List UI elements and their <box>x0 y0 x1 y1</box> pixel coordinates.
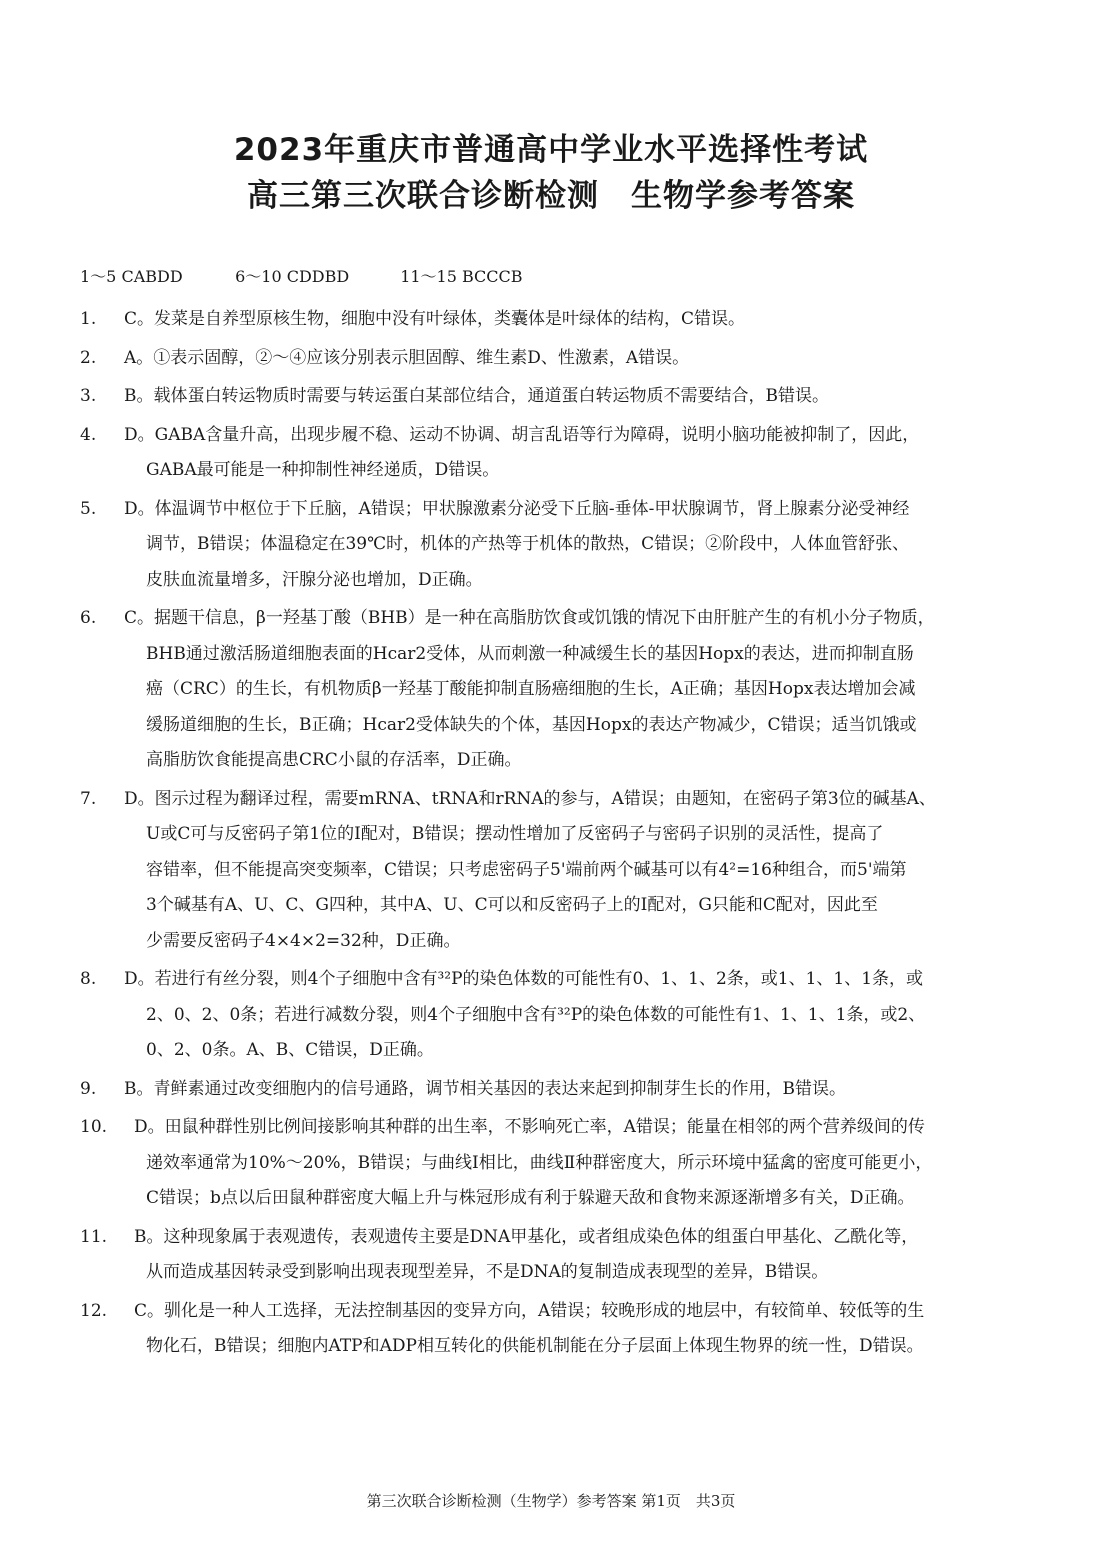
answer-line <box>80 853 1040 889</box>
answer-text: B。载体蛋白转运物质时需要与转运蛋白某部位结合，通道蛋白转运物质不需要结合，B错误。 <box>124 386 829 406</box>
answer-line <box>80 998 1040 1034</box>
answer-text: 癌（CRC）的生长，有机物质β一羟基丁酸能抑制直肠癌细胞的生长，A正确；基因Hopx表达增加会减 <box>146 679 916 699</box>
answer-line <box>80 1294 1040 1330</box>
answer-list <box>80 302 1040 1368</box>
answer-item <box>80 601 1040 779</box>
answer-text: 缓肠道细胞的生长，B正确；Hcar2受体缺失的个体，基因Hopx的表达产物减少，C错误；适当饥饿或 <box>146 714 917 735</box>
answer-text: D。GABA含量升高，出现步履不稳、运动不协调、胡言乱语等行为障碍，说明小脑功能被抑制了，因此， <box>124 424 920 445</box>
answer-line <box>80 924 1040 960</box>
summary-group-3: 11～15 BCCCB <box>400 267 523 286</box>
answer-line <box>80 1110 1040 1146</box>
answer-text: 物化石，B错误；细胞内ATP和ADP相互转化的供能机制能在分子层面上体现生物界的统一性，D错误。 <box>146 1336 924 1356</box>
question-number: 1. <box>80 309 97 329</box>
answer-text: 递效率通常为10%～20%，B错误；与曲线Ⅰ相比，曲线Ⅱ种群密度大，所示环境中猛禽的密度可能更小， <box>146 1152 933 1173</box>
answer-item <box>80 1220 1040 1291</box>
answer-text: D。田鼠种群性别比例间接影响其种群的出生率，不影响死亡率，A错误；能量在相邻的两个营养级间的传 <box>134 1117 925 1137</box>
question-number: 6. <box>80 608 97 628</box>
answer-item <box>80 782 1040 960</box>
answer-text: GABA最可能是一种抑制性神经递质，D错误。 <box>146 460 500 480</box>
answer-text: BHB通过激活肠道细胞表面的Hcar2受体，从而刺激一种减缓生长的基因Hopx的表达，进而抑制直肠 <box>146 643 914 664</box>
answer-item <box>80 418 1040 489</box>
answer-line <box>80 527 1040 563</box>
answer-text: A。①表示固醇，②～④应该分别表示胆固醇、维生素D、性激素，A错误。 <box>124 347 690 368</box>
exam-subtitle: 高三第三次联合诊断检测 生物学参考答案 <box>247 178 855 214</box>
page-footer: 第三次联合诊断检测（生物学）参考答案 第1页 共3页 <box>366 1492 736 1510</box>
question-number: 3. <box>80 386 97 406</box>
answer-text: 调节，B错误；体温稳定在39℃时，机体的产热等于机体的散热，C错误；②阶段中，人体血管舒张、 <box>146 534 910 554</box>
answer-text: U或C可与反密码子第1位的I配对，B错误；摆动性增加了反密码子与密码子识别的灵活性，提高了 <box>146 824 884 844</box>
answer-text: 2、0、2、0条；若进行减数分裂，则4个子细胞中含有³²P的染色体数的可能性有1、1、1、1条，或2、 <box>146 1004 926 1025</box>
answer-item <box>80 492 1040 599</box>
answer-text: C。驯化是一种人工选择，无法控制基因的变异方向，A错误；较晚形成的地层中，有较简单、较低等的生 <box>134 1300 925 1321</box>
question-number: 4. <box>80 424 97 445</box>
answer-line <box>80 817 1040 853</box>
answer-line <box>80 888 1040 924</box>
answer-line <box>80 782 1040 818</box>
answer-text: 0、2、0条。A、B、C错误，D正确。 <box>146 1040 434 1060</box>
answer-summary <box>80 264 523 287</box>
exam-title: 2023年重庆市普通高中学业水平选择性考试 <box>233 132 869 168</box>
answer-text: 皮肤血流量增多，汗腺分泌也增加，D正确。 <box>146 569 483 590</box>
answer-text: C错误；b点以后田鼠种群密度大幅上升与株冠形成有利于躲避天敌和食物来源逐渐增多有关，D正确。 <box>146 1188 915 1208</box>
answer-line <box>80 1033 1040 1069</box>
summary-group-2: 6～10 CDDBD <box>235 267 350 286</box>
answer-item <box>80 379 1040 415</box>
summary-group-1: 1～5 CABDD <box>80 267 183 286</box>
question-number: 9. <box>80 1078 97 1099</box>
answer-line <box>80 637 1040 673</box>
answer-item <box>80 302 1040 338</box>
answer-line <box>80 1146 1040 1182</box>
answer-text: 从而造成基因转录受到影响出现表现型差异，不是DNA的复制造成表现型的差异，B错误。 <box>146 1262 829 1282</box>
answer-text: 3个碱基有A、U、C、G四种，其中A、U、C可以和反密码子上的I配对，G只能和C配对，因此至 <box>146 895 878 915</box>
answer-line <box>80 601 1040 637</box>
answer-text: C。据题干信息，β一羟基丁酸（BHB）是一种在高脂肪饮食或饥饿的情况下由肝脏产生的有机小分子物质， <box>124 608 935 628</box>
answer-line <box>80 563 1040 599</box>
answer-item <box>80 962 1040 1069</box>
answer-line <box>80 1181 1040 1217</box>
answer-text: D。体温调节中枢位于下丘脑，A错误；甲状腺激素分泌受下丘脑-垂体-甲状腺调节，肾上腺素分泌受神经 <box>124 498 910 519</box>
question-number: 12. <box>80 1300 108 1321</box>
answer-line <box>80 341 1040 377</box>
answer-line <box>80 453 1040 489</box>
answer-line <box>80 379 1040 415</box>
answer-line <box>80 302 1040 338</box>
answer-text: D。若进行有丝分裂，则4个子细胞中含有³²P的染色体数的可能性有0、1、1、2条，或1、1、1、1条，或 <box>124 969 924 989</box>
answer-line <box>80 743 1040 779</box>
answer-line <box>80 492 1040 528</box>
answer-item <box>80 1294 1040 1365</box>
question-number: 7. <box>80 788 97 809</box>
answer-text: C。发菜是自养型原核生物，细胞中没有叶绿体，类囊体是叶绿体的结构，C错误。 <box>124 309 746 329</box>
answer-item <box>80 1110 1040 1217</box>
answer-text: D。图示过程为翻译过程，需要mRNA、tRNA和rRNA的参与，A错误；由题知，在密码子第3位的碱基A、 <box>124 788 936 809</box>
answer-line <box>80 672 1040 708</box>
answer-item <box>80 341 1040 377</box>
answer-text: B。青鲜素通过改变细胞内的信号通路，调节相关基因的表达来起到抑制芽生长的作用，B错误。 <box>124 1078 846 1099</box>
question-number: 11. <box>80 1226 108 1247</box>
question-number: 8. <box>80 969 97 989</box>
answer-text: 少需要反密码子4×4×2=32种，D正确。 <box>146 930 461 951</box>
question-number: 2. <box>80 347 97 368</box>
answer-line <box>80 708 1040 744</box>
question-number: 10. <box>80 1117 108 1137</box>
answer-text: 容错率，但不能提高突变频率，C错误；只考虑密码子5'端前两个碱基可以有4²=16种组合，而5'端第 <box>146 859 907 880</box>
answer-line <box>80 1255 1040 1291</box>
answer-line <box>80 418 1040 454</box>
question-number: 5. <box>80 498 97 519</box>
answer-line <box>80 1220 1040 1256</box>
answer-item <box>80 1072 1040 1108</box>
answer-line <box>80 962 1040 998</box>
answer-text: B。这种现象属于表观遗传，表观遗传主要是DNA甲基化，或者组成染色体的组蛋白甲基化、乙酰化等， <box>134 1226 919 1247</box>
answer-text: 高脂肪饮食能提高患CRC小鼠的存活率，D正确。 <box>146 750 522 770</box>
answer-line <box>80 1072 1040 1108</box>
answer-line <box>80 1329 1040 1365</box>
